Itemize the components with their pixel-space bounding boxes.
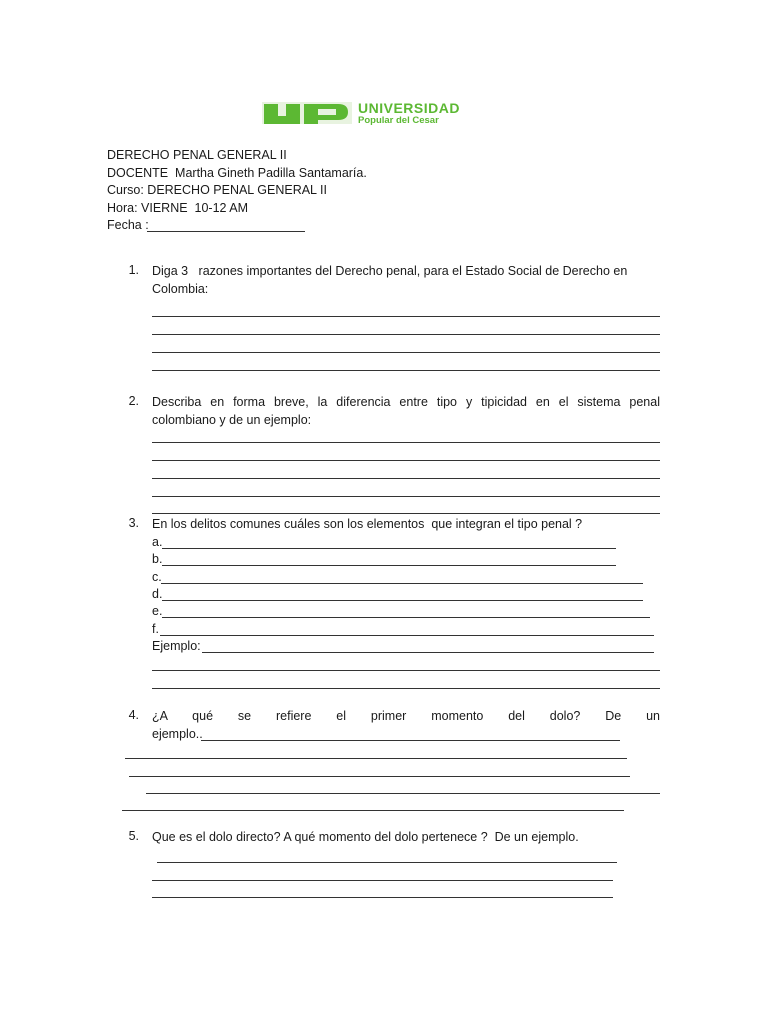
question-2-text-cont: colombiano y de un ejemplo:	[152, 413, 312, 427]
answer-line[interactable]	[162, 600, 643, 601]
question-number: 4.	[128, 708, 139, 722]
question-number: 3.	[128, 516, 139, 530]
logo-title: UNIVERSIDAD	[358, 100, 460, 116]
date-answer-line[interactable]	[147, 231, 305, 232]
answer-line[interactable]	[152, 496, 660, 497]
answer-line[interactable]	[152, 688, 660, 689]
item-label: b.	[152, 552, 163, 566]
answer-line[interactable]	[157, 862, 617, 863]
answer-line[interactable]	[129, 776, 630, 777]
answer-line[interactable]	[122, 810, 624, 811]
answer-line[interactable]	[125, 758, 627, 759]
answer-line[interactable]	[152, 316, 660, 317]
answer-line[interactable]	[160, 635, 654, 636]
question-5-text: Que es el dolo directo? A qué momento del dolo pertenece ? De un ejemplo.	[152, 830, 579, 844]
question-1-text: Diga 3 razones importantes del Derecho penal, para el Estado Social de Derecho en	[152, 264, 628, 278]
item-label: e.	[152, 604, 163, 618]
answer-line[interactable]	[152, 460, 660, 461]
answer-line[interactable]	[152, 442, 660, 443]
date-label: Fecha :	[107, 218, 149, 232]
question-1-text-cont: Colombia:	[152, 282, 209, 296]
item-label: c.	[152, 570, 162, 584]
item-label: a.	[152, 535, 163, 549]
answer-line[interactable]	[202, 652, 654, 653]
question-4-text: ¿A qué se refiere el primer momento del dolo? De un	[152, 709, 660, 723]
question-number: 1.	[128, 263, 139, 277]
teacher-name: DOCENTE Martha Gineth Padilla Santamaría.	[107, 165, 367, 180]
schedule-line: Hora: VIERNE 10-12 AM	[107, 200, 249, 215]
question-2-text: Describa en forma breve, la diferencia entre tipo y tipicidad en el sistema penal	[152, 395, 660, 409]
logo-subtitle: Popular del Cesar	[358, 115, 439, 126]
course-title: DERECHO PENAL GENERAL II	[107, 148, 287, 162]
question-3-text: En los delitos comunes cuáles son los elementos que integran el tipo penal ?	[152, 517, 583, 531]
answer-line[interactable]	[162, 565, 616, 566]
question-number: 2.	[128, 394, 139, 408]
answer-line[interactable]	[162, 548, 616, 549]
example-label: Ejemplo:	[152, 639, 201, 653]
answer-line[interactable]	[152, 334, 660, 335]
logo-emblem-icon	[262, 98, 354, 128]
answer-line[interactable]	[152, 880, 613, 881]
answer-line[interactable]	[162, 617, 650, 618]
answer-line[interactable]	[201, 740, 620, 741]
document-header	[107, 147, 367, 235]
answer-line[interactable]	[152, 897, 613, 898]
course-line: Curso: DERECHO PENAL GENERAL II	[107, 183, 327, 197]
answer-line[interactable]	[152, 478, 660, 479]
answer-line[interactable]	[152, 370, 660, 371]
question-4-text-cont: ejemplo..	[152, 727, 203, 741]
item-label: d.	[152, 587, 163, 601]
university-logo	[262, 98, 524, 128]
answer-line[interactable]	[152, 352, 660, 353]
question-number: 5.	[128, 829, 139, 843]
answer-line[interactable]	[146, 793, 660, 794]
answer-line[interactable]	[152, 513, 660, 514]
answer-line[interactable]	[161, 583, 643, 584]
answer-line[interactable]	[152, 670, 660, 671]
item-label: f.	[152, 622, 159, 636]
